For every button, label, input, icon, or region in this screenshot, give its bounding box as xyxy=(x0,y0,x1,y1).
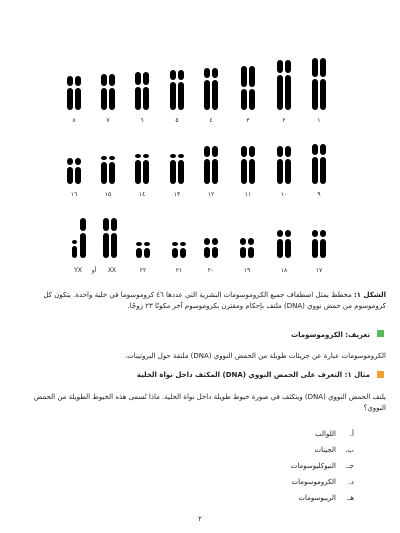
chromosome-label: ١٥ xyxy=(104,191,112,198)
chromosome xyxy=(248,238,254,258)
chromosome xyxy=(204,238,210,258)
chromosome xyxy=(109,156,115,184)
chromosome xyxy=(277,146,283,184)
chromosome-label: ١٩ xyxy=(243,267,251,274)
chromosome xyxy=(170,70,176,110)
chromosome-label: ٨ xyxy=(72,117,76,124)
chromosome xyxy=(240,238,246,258)
chromosome xyxy=(312,230,318,258)
chromosome-label: ١١ xyxy=(244,191,252,198)
chromosome xyxy=(285,230,291,258)
figure-caption xyxy=(14,290,386,312)
example-heading: مثال ١: التعرف على الحمض النووي (DNA) المكثف داخل نواة الخلية xyxy=(136,371,370,379)
caption-text: مخطط يمثل اصطفاف جميع الكروموسومات البشرية التي عددها ٤٦ كروموسوما في خلية واحدة. يتكون كل كروموسوم من حمض نووي (DNA) ملتف بإحكام ومقترن بكروموسوم آخر مكونًا ٢٣ زوجًا. xyxy=(43,291,386,310)
chromosome xyxy=(143,154,149,184)
chromosome xyxy=(277,60,283,110)
chromosome xyxy=(249,146,255,184)
chromosome xyxy=(277,230,283,258)
chromosome xyxy=(111,218,117,258)
definition-body: الكروموسومات عبارة عن جزيئات طويلة من الحمض النووي (DNA) ملتفة حول البروتينات. xyxy=(124,352,386,360)
choice-letter: د. xyxy=(348,478,354,486)
chromosome xyxy=(136,242,142,258)
chromosome xyxy=(135,72,141,110)
chromosome xyxy=(135,154,141,184)
example-marker xyxy=(377,371,384,378)
chromosome-label: ١٤ xyxy=(138,191,146,198)
chromosome xyxy=(72,240,77,258)
answer-choice[interactable] xyxy=(298,494,354,502)
answer-choice[interactable] xyxy=(315,430,354,438)
chromosome xyxy=(103,218,109,258)
chromosome-label: ٥ xyxy=(175,117,179,124)
chromosome-label: ٤ xyxy=(209,117,213,124)
chromosome xyxy=(67,158,73,184)
choice-text: اللوالب xyxy=(315,430,336,438)
chromosome xyxy=(75,76,81,110)
definition-marker xyxy=(377,330,384,337)
definition-heading: تعريف: الكروموسومات xyxy=(291,331,370,339)
chromosome xyxy=(241,146,247,184)
chromosome-label: YX xyxy=(74,267,82,274)
chromosome xyxy=(109,74,115,110)
chromosome xyxy=(320,58,326,110)
chromosome xyxy=(172,242,178,258)
chromosome-label: ٢ xyxy=(282,117,286,124)
chromosome-label: ١ xyxy=(317,117,321,124)
choice-letter: جـ. xyxy=(345,462,354,470)
caption-label: الشكل ١: xyxy=(353,291,386,299)
chromosome xyxy=(312,58,318,110)
chromosome xyxy=(204,68,210,110)
chromosome xyxy=(75,158,81,184)
chromosome xyxy=(285,60,291,110)
chromosome xyxy=(170,154,176,184)
chromosome-label: ٢٠ xyxy=(207,267,215,274)
chromosome xyxy=(212,238,218,258)
chromosome xyxy=(101,74,107,110)
choice-letter: ب. xyxy=(345,446,354,454)
chromosome xyxy=(212,146,218,184)
chromosome-label: ٦ xyxy=(140,117,144,124)
chromosome-label: ١٦ xyxy=(70,191,78,198)
chromosome xyxy=(144,242,150,258)
chromosome xyxy=(312,144,318,184)
answer-choice[interactable] xyxy=(314,446,354,454)
choice-letter: هـ. xyxy=(346,494,354,502)
choice-text: النيوكليوسومات xyxy=(290,462,336,470)
chromosome-label: ٢١ xyxy=(175,267,183,274)
choice-text: الجينات xyxy=(314,446,336,454)
answer-choice[interactable] xyxy=(291,478,354,486)
chromosome xyxy=(249,66,255,110)
chromosome xyxy=(80,218,86,258)
chromosome xyxy=(212,68,218,110)
chromosome-label: ٧ xyxy=(106,117,110,124)
chromosome-label: ١٠ xyxy=(280,191,288,198)
chromosome-label: ١٧ xyxy=(315,267,323,274)
chromosome xyxy=(143,72,149,110)
chromosome xyxy=(67,76,73,110)
chromosome-label: أو xyxy=(91,267,97,274)
chromosome xyxy=(180,242,186,258)
page-number: ٢ xyxy=(198,515,202,523)
choice-text: الكروموسومات xyxy=(291,478,336,486)
chromosome-label: ٢٢ xyxy=(139,267,147,274)
chromosome-label: XX xyxy=(107,267,117,274)
chromosome xyxy=(101,156,107,184)
choice-text: الريبوسومات xyxy=(298,494,336,502)
answer-choice[interactable] xyxy=(291,462,354,470)
chromosome xyxy=(178,154,184,184)
example-body: يلتف الحمض النووي (DNA) ويتكثف في صورة خيوط طويلة داخل نواة الخلية. ماذا تُسمى هذه الخيوط الطويلة من الحمض النووي؟ xyxy=(33,393,386,412)
chromosome-label: ١٢ xyxy=(207,191,215,198)
chromosome xyxy=(320,144,326,184)
chromosome-label: ١٨ xyxy=(280,267,288,274)
chromosome-label: ١٣ xyxy=(173,191,181,198)
chromosome xyxy=(178,70,184,110)
chromosome-label: ٣ xyxy=(246,117,250,124)
chromosome xyxy=(204,146,210,184)
chromosome-label: ٩ xyxy=(317,191,321,198)
chromosome xyxy=(285,146,291,184)
chromosome xyxy=(320,230,326,258)
choice-letter: أ. xyxy=(349,430,354,438)
chromosome xyxy=(241,66,247,110)
